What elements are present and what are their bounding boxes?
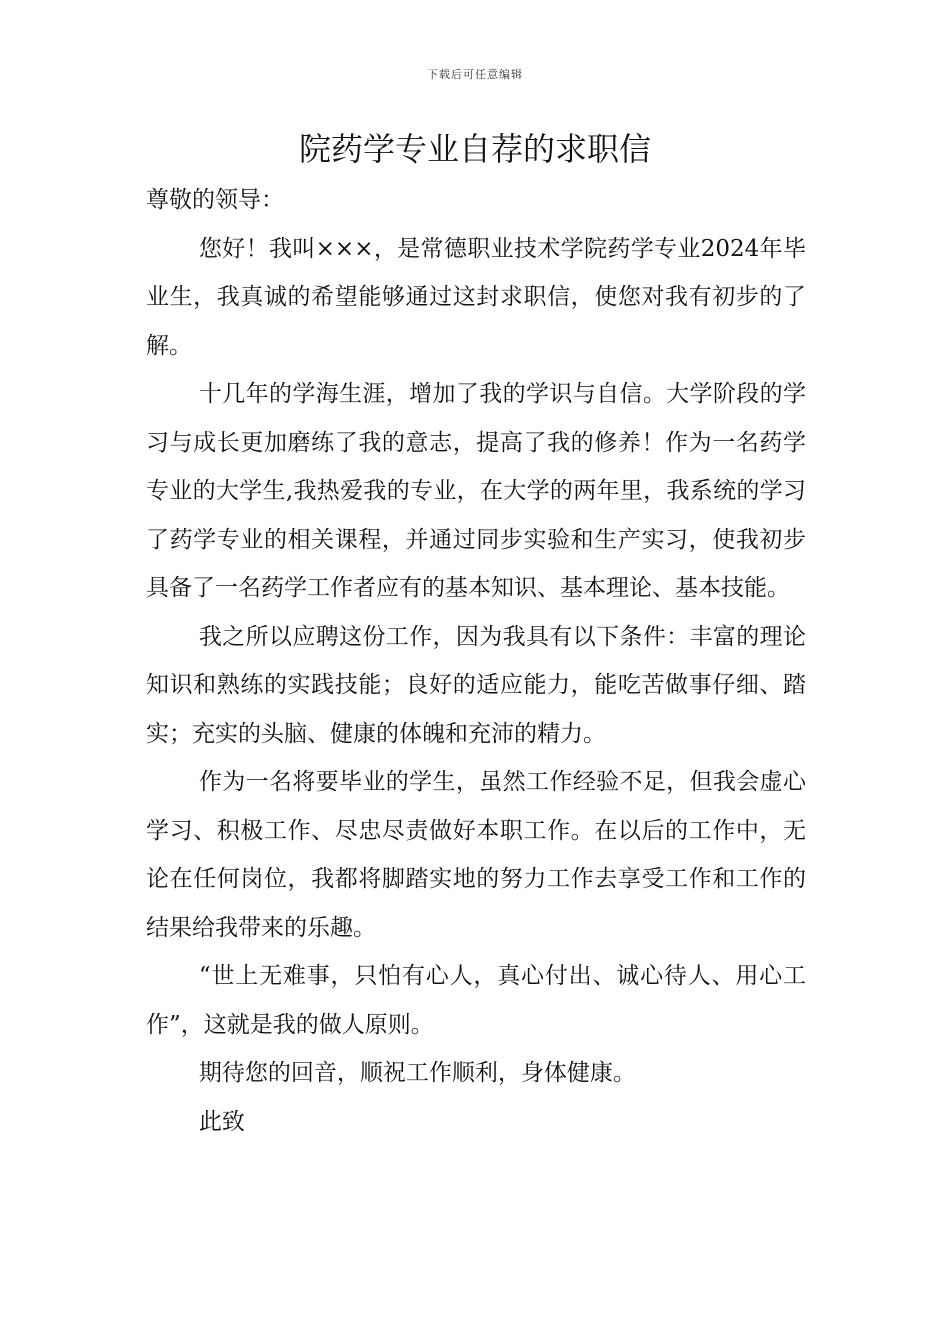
letter-body <box>146 176 806 1146</box>
paragraph-regards: 此致 <box>198 1108 245 1135</box>
paragraph-commitment: 作为一名将要毕业的学生，虽然工作经验不足，但我会虚心学习、积极工作、尽忠尽责做好本职工作。在以后的工作中，无论在任何岗位，我都将脚踏实地的努力工作去享受工作和工作的结果给我带来的乐趣。 <box>146 769 806 941</box>
paragraph-qualifications: 我之所以应聘这份工作，因为我具有以下条件：丰富的理论知识和熟练的实践技能；良好的适应能力，能吃苦做事仔细、踏实；充实的头脑、健康的体魄和充沛的精力。 <box>146 623 806 747</box>
page-title: 院药学专业自荐的求职信 <box>298 130 651 168</box>
header-note: 下载后可任意编辑 <box>427 68 523 81</box>
paragraph-motto: “世上无难事，只怕有心人，真心付出、诚心待人、用心工作”，这就是我的做人原则。 <box>146 963 806 1038</box>
paragraph-education: 十几年的学海生涯，增加了我的学识与自信。大学阶段的学习与成长更加磨练了我的意志，提高了我的修养！作为一名药学专业的大学生,我热爱我的专业，在大学的两年里，我系统的学习了药学专业的相关课程，并通过同步实验和生产实习，使我初步具备了一名药学工作者应有的基本知识、基本理论、基本技能。 <box>146 381 806 601</box>
paragraph-closing: 期待您的回音，顺祝工作顺利，身体健康。 <box>198 1060 636 1086</box>
salutation: 尊敬的领导： <box>146 187 284 213</box>
paragraph-greeting: 您好！我叫×××，是常德职业技术学院药学专业2024年毕业生，我真诚的希望能够通过这封求职信，使您对我有初步的了解。 <box>146 235 806 359</box>
